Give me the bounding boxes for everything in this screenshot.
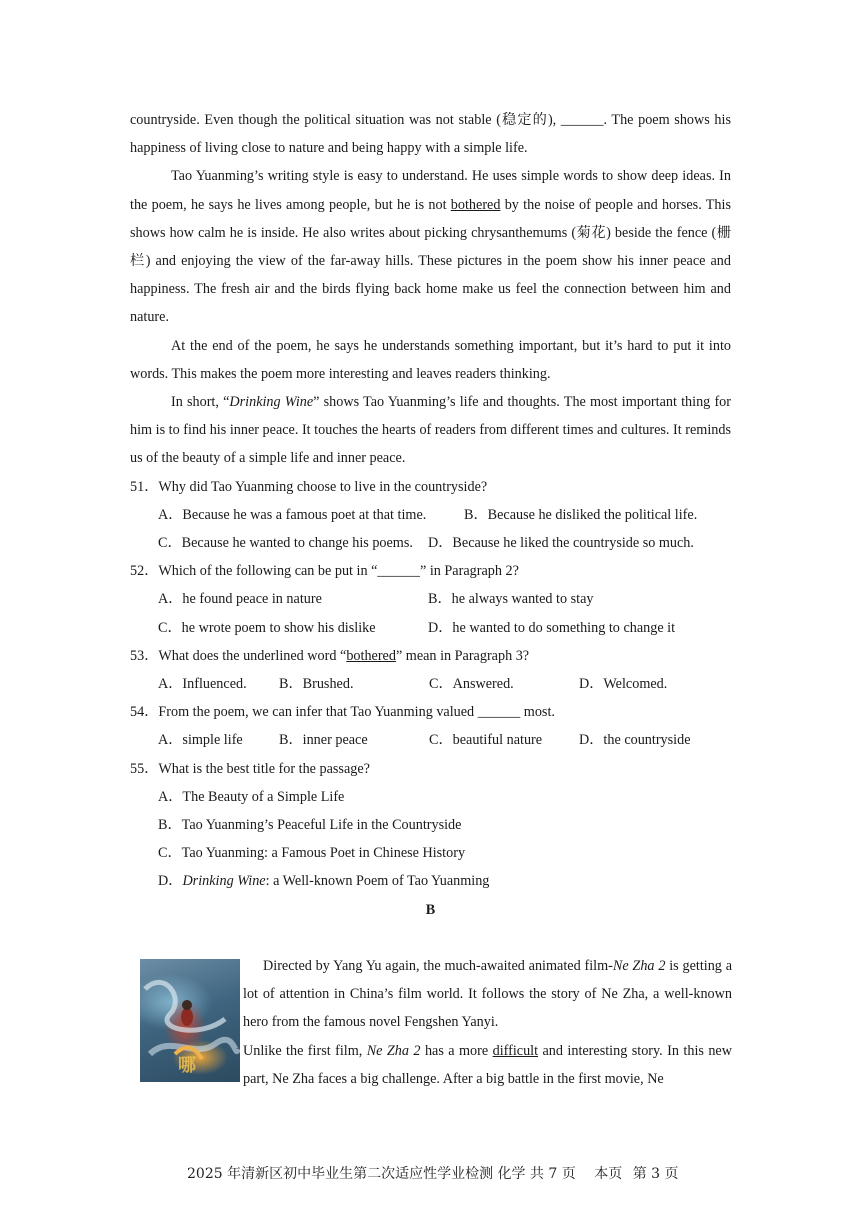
- passage-b-text: [243, 952, 732, 1093]
- question-51-options-row-1: [158, 501, 731, 529]
- film-title: Ne Zha 2: [366, 1042, 421, 1059]
- paragraph-3: At the end of the poem, he says he understands something important, but it’s hard to put it into words. This makes the poem more interesting and leaves readers thinking.: [130, 337, 731, 382]
- question-53-text-end: ” mean in Paragraph 3?: [395, 647, 530, 664]
- question-54: 54．From the poem, we can infer that Tao Yuanming valued ______ most.: [130, 704, 555, 721]
- paragraph-4-text-end: ” shows Tao Yuanming’s life and thoughts. The most important thing for him is to find his inner peace. It touches the hearts of readers from different times and cultures. It reminds us of the beauty of a simple life and inner peace.: [130, 394, 731, 467]
- poem-title: Drinking Wine: [229, 394, 314, 411]
- film-title: Ne Zha 2: [612, 958, 666, 974]
- option-c[interactable]: C．Because he wanted to change his poems.: [158, 535, 413, 552]
- paragraph-2: [130, 162, 731, 331]
- option-d-prefix: D．: [158, 873, 183, 890]
- question-54-options: [158, 726, 731, 754]
- option-d-italic: Drinking Wine: [182, 873, 266, 890]
- paragraph-4-text: In short, “: [171, 394, 230, 411]
- answer-blank: ______: [560, 112, 604, 128]
- film-poster-image: [140, 959, 240, 1082]
- svg-text:哪: 哪: [178, 1055, 196, 1076]
- option-b[interactable]: B．he always wanted to stay: [428, 591, 594, 608]
- paragraph-1-text-end: . The poem shows his happiness of living close to nature and being happy with a simple life.: [130, 112, 731, 157]
- page-number: 第 3 页: [632, 1166, 679, 1182]
- option-b[interactable]: B．Brushed.: [279, 676, 354, 692]
- passage-b-p1-text-end: is getting a lot of attention in China’s film world. It follows the story of Ne Zha, a well-known hero from the famous novel Fengshen Yanyi.: [243, 958, 733, 1031]
- page-footer: [187, 1163, 679, 1183]
- dragon-figure-icon: [140, 959, 240, 1082]
- passage-b-paragraph-2: [243, 1037, 732, 1093]
- question-53-text: 53．What does the underlined word “: [130, 647, 347, 664]
- passage-b-p2-text: Unlike the first film,: [243, 1042, 367, 1059]
- option-c[interactable]: C．Answered.: [429, 676, 514, 692]
- passage-b-p2-text-end: and interesting story. In this new part, Ne Zha faces a big challenge. After a big battle in the first movie, Ne: [243, 1042, 732, 1087]
- passage-a: [130, 106, 731, 924]
- paragraph-4: [130, 388, 731, 473]
- option-c[interactable]: C．Tao Yuanming: a Famous Poet in Chinese History: [158, 845, 466, 862]
- option-d[interactable]: D．he wanted to do something to change it: [428, 619, 676, 636]
- option-b[interactable]: B．Because he disliked the political life.: [464, 506, 698, 523]
- underlined-word: difficult: [492, 1042, 539, 1059]
- question-51-options-row-2: [158, 529, 731, 557]
- paragraph-1: [130, 106, 731, 162]
- option-d-text: : a Well-known Poem of Tao Yuanming: [265, 873, 490, 890]
- question-51: 51．Why did Tao Yuanming choose to live in the countryside?: [130, 478, 488, 495]
- option-d[interactable]: D．Because he liked the countryside so much.: [428, 535, 694, 552]
- option-d[interactable]: D．Welcomed.: [579, 676, 668, 692]
- paragraph-2-text: Tao Yuanming’s writing style is easy to understand. He uses simple words to show deep ideas. In the poem, he says he lives among people, but he is not: [130, 168, 731, 213]
- question-52-options-row-1: [158, 585, 731, 613]
- section-b-heading: B: [425, 901, 436, 918]
- question-52-options-row-2: [158, 614, 731, 642]
- question-53: [130, 642, 731, 670]
- underlined-word: bothered: [346, 647, 396, 664]
- option-b[interactable]: B．inner peace: [279, 732, 368, 749]
- option-b[interactable]: B．Tao Yuanming’s Peaceful Life in the Countryside: [158, 816, 462, 833]
- question-52: 52．Which of the following can be put in “______” in Paragraph 2?: [130, 563, 519, 580]
- passage-b-p2-text-mid: has a more: [420, 1042, 493, 1059]
- option-a[interactable]: A．Influenced.: [158, 676, 247, 692]
- option-a[interactable]: A．Because he was a famous poet at that time.: [158, 506, 427, 523]
- option-a[interactable]: A．he found peace in nature: [158, 591, 322, 608]
- option-a[interactable]: A．The Beauty of a Simple Life: [158, 788, 345, 805]
- question-55: 55．What is the best title for the passage?: [130, 760, 370, 777]
- paragraph-1-text: countryside. Even though the political situation was not stable (稳定的),: [130, 112, 561, 128]
- question-53-options: [158, 670, 731, 698]
- option-c[interactable]: C．he wrote poem to show his dislike: [158, 619, 376, 636]
- footer-text: 2025 年清新区初中毕业生第二次适应性学业检测 化学 共 7 页 本页: [187, 1166, 623, 1182]
- option-c[interactable]: C．beautiful nature: [429, 732, 543, 749]
- passage-b-paragraph-1: [243, 952, 732, 1037]
- option-d[interactable]: D．the countryside: [579, 732, 691, 749]
- underlined-word: bothered: [450, 196, 501, 213]
- option-a[interactable]: A．simple life: [158, 732, 243, 749]
- passage-b-p1-text: Directed by Yang Yu again, the much-awaited animated film-: [263, 958, 613, 974]
- option-d[interactable]: [158, 867, 731, 895]
- paragraph-2-text-end: by the noise of people and horses. This shows how calm he is inside. He also writes about picking chrysanthemums (菊花) beside the fence (栅栏) and enjoying the view of the far-away hills. These pictures in the poem show his inner peace and happiness. The fresh air and the birds flying back home make us feel the connection between him and nature.: [130, 196, 731, 326]
